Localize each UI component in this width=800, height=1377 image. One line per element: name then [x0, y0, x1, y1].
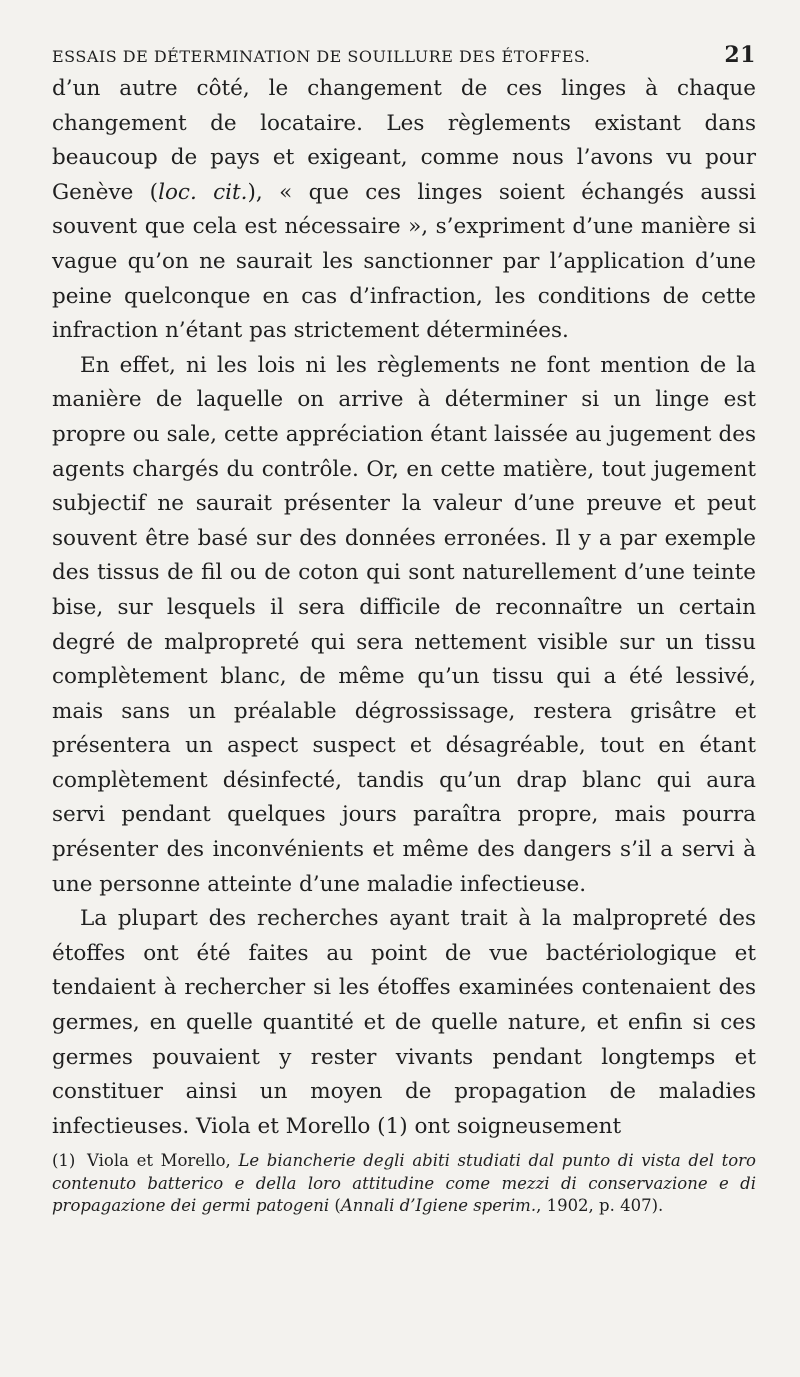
body-text	[52, 72, 756, 1144]
running-head-title: ESSAIS DE DÉTERMINATION DE SOUILLURE DES ÉTOFFES.	[52, 47, 591, 66]
paragraph-1-start: d’un autre côté, le changement de ces linges à chaque changement de locataire. Les règlements existant dans beaucoup de pays et exigeant, comme nous l’avons vu pour Genève (	[52, 76, 756, 205]
paragraph-3: La plupart des recherches ayant trait à la malpropreté des étoffes ont été faites au point de vue bactériologique et tendaient à rechercher si les étoffes examinées contenaient des germes, en quelle quantité et de quelle nature, et enfin si ces germes pouvaient y rester vivants pendant longtemps et constituer ainsi un moyen de propagation de maladies infectieuses. Viola et Morello (1) ont soigneusement	[52, 906, 756, 1139]
footnote	[52, 1150, 756, 1218]
footnote-number: (1)	[52, 1151, 76, 1171]
page-number: 21	[724, 42, 756, 68]
running-head	[52, 42, 756, 68]
footnote-journal: Annali d’Igiene sperim.	[340, 1196, 537, 1216]
paragraph-1	[52, 72, 756, 349]
paragraph-1-end: ), « que ces linges soient échangés aussi souvent que cela est nécessaire », s’expriment d’une manière si vague qu’on ne saurait les sanctionner par l’application d’une peine quelconque en cas d’infraction, les conditions de cette infraction n’étant pas strictement déterminées.	[52, 179, 757, 344]
footnote-source-close: , 1902, p. 407).	[536, 1196, 664, 1216]
footnote-title: Le biancherie degli abiti studiati dal punto di vista del toro contenuto batterico e della loro attitudine come mezzi di conservazione e di propagazione dei germi patogeni	[52, 1151, 756, 1216]
footnote-source-open: (	[334, 1196, 341, 1216]
paragraph-2: En effet, ni les lois ni les règlements ne font mention de la manière de laquelle on arrive à déterminer si un linge est propre ou sale, cette appréciation étant laissée au jugement des agents chargés du contrôle. Or, en cette matière, tout jugement subjectif ne saurait présenter la valeur d’une preuve et peut souvent être basé sur des données erronées. Il y a par exemple des tissus de fil ou de coton qui sont naturellement d’une teinte bise, sur lesquels il sera difficile de reconnaître un certain degré de malpropreté qui sera nettement visible sur un tissu complètement blanc, de même qu’un tissu qui a été lessivé, mais sans un préalable dégrossissage, restera grisâtre et présentera un aspect suspect et désagréable, tout en étant complètement désinfecté, tandis qu’un drap blanc qui aura servi pendant quelques jours paraîtra propre, mais pourra présenter des inconvénients et même des dangers s’il a servi à une personne atteinte d’une maladie infectieuse.	[52, 352, 756, 897]
footnote-authors: Viola et Morello,	[87, 1151, 231, 1171]
paragraph-1-italic: loc. cit.	[158, 179, 248, 205]
